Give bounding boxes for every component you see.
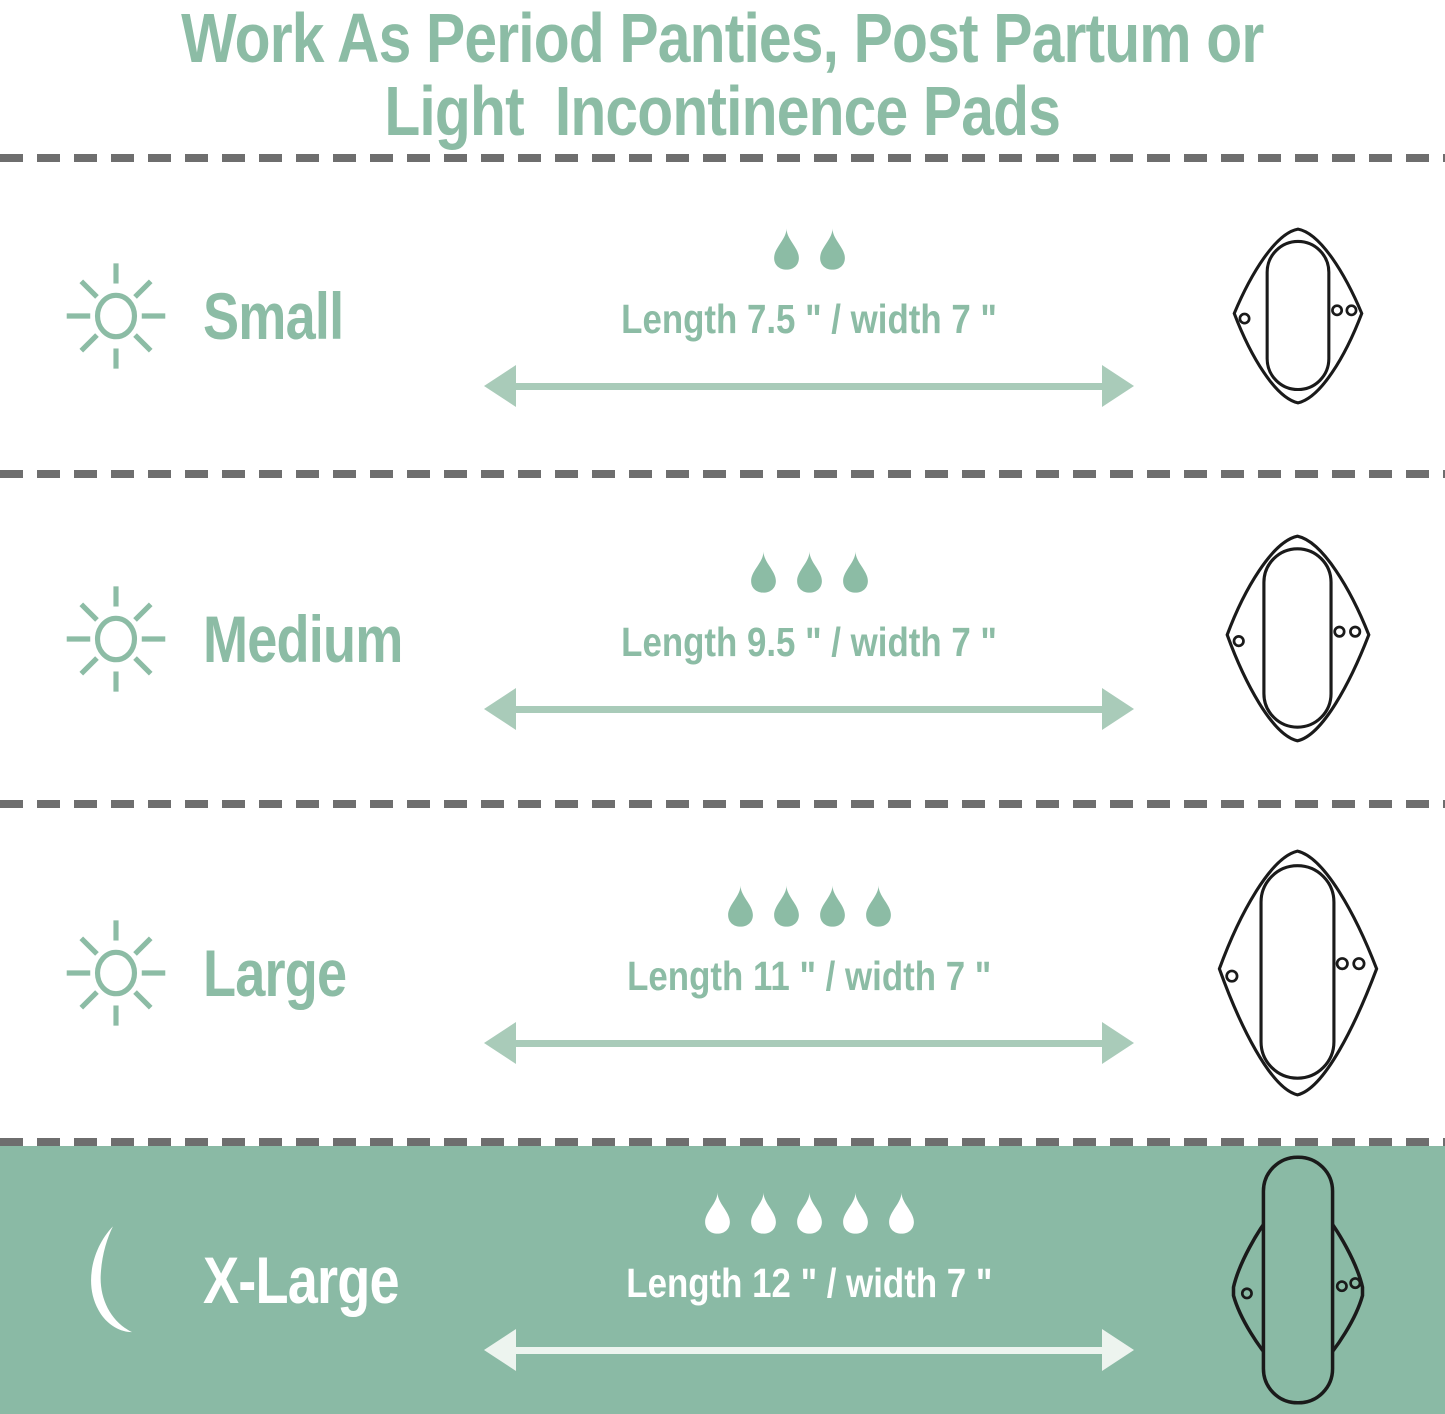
cloth-pad-icon bbox=[1228, 1151, 1368, 1409]
pad-illustration-medium bbox=[1150, 532, 1445, 745]
sun-icon bbox=[60, 583, 172, 695]
arrow-right-head-icon bbox=[1102, 1329, 1134, 1371]
sun-icon bbox=[60, 260, 172, 372]
arrow-left-head-icon bbox=[484, 688, 516, 730]
size-label-large: Large bbox=[203, 935, 347, 1010]
dashed-separator bbox=[0, 800, 1445, 808]
dimensions-text: Length 9.5 " / width 7 " bbox=[621, 619, 997, 666]
droplet-icon bbox=[701, 1190, 734, 1236]
size-row-xlarge bbox=[0, 1146, 1445, 1414]
size-label-xlarge: X-Large bbox=[203, 1242, 399, 1317]
cloth-pad-icon bbox=[1215, 847, 1381, 1099]
absorbency-drops bbox=[701, 1188, 918, 1236]
arrow-left-head-icon bbox=[484, 1329, 516, 1371]
night-use-indicator bbox=[28, 1218, 203, 1342]
arrow-right-head-icon bbox=[1102, 688, 1134, 730]
day-use-indicator bbox=[28, 917, 203, 1029]
pad-illustration-large bbox=[1150, 847, 1445, 1099]
size-row-medium bbox=[0, 478, 1445, 800]
dashed-separator bbox=[0, 154, 1445, 162]
absorbency-drops bbox=[747, 547, 872, 595]
dimensions-text: Length 11 " / width 7 " bbox=[626, 953, 992, 1000]
length-arrow bbox=[484, 365, 1134, 407]
dashed-separator bbox=[0, 1138, 1445, 1146]
day-use-indicator bbox=[28, 583, 203, 695]
dimensions-text: Length 7.5 " / width 7 " bbox=[621, 296, 997, 343]
cloth-pad-icon bbox=[1223, 532, 1373, 745]
size-label-medium: Medium bbox=[203, 601, 403, 676]
arrow-left-head-icon bbox=[484, 1022, 516, 1064]
length-arrow bbox=[484, 688, 1134, 730]
arrow-shaft bbox=[516, 1347, 1102, 1354]
absorbency-drops bbox=[724, 881, 895, 929]
length-arrow bbox=[484, 1022, 1134, 1064]
title-line-1: Work As Period Panties, Post Partum or bbox=[181, 0, 1264, 77]
moon-icon bbox=[70, 1218, 162, 1342]
dashed-separator bbox=[0, 470, 1445, 478]
droplet-icon bbox=[724, 883, 757, 929]
droplet-icon bbox=[770, 883, 803, 929]
droplet-icon bbox=[747, 1190, 780, 1236]
droplet-icon bbox=[862, 883, 895, 929]
cloth-pad-icon bbox=[1228, 225, 1368, 407]
length-arrow bbox=[484, 1329, 1134, 1371]
droplet-icon bbox=[839, 1190, 872, 1236]
droplet-icon bbox=[747, 549, 780, 595]
arrow-left-head-icon bbox=[484, 365, 516, 407]
arrow-right-head-icon bbox=[1102, 1022, 1134, 1064]
droplet-icon bbox=[885, 1190, 918, 1236]
droplet-icon bbox=[793, 549, 826, 595]
dimensions-text: Length 12 " / width 7 " bbox=[625, 1260, 993, 1307]
size-label-small: Small bbox=[203, 278, 344, 353]
arrow-shaft bbox=[516, 706, 1102, 713]
pad-illustration-xlarge bbox=[1150, 1151, 1445, 1409]
title-line-2: Light Incontinence Pads bbox=[384, 72, 1061, 150]
arrow-shaft bbox=[516, 1040, 1102, 1047]
size-row-small bbox=[0, 162, 1445, 470]
droplet-icon bbox=[770, 226, 803, 272]
day-use-indicator bbox=[28, 260, 203, 372]
arrow-right-head-icon bbox=[1102, 365, 1134, 407]
page-title bbox=[0, 0, 1445, 154]
arrow-shaft bbox=[516, 383, 1102, 390]
size-row-large bbox=[0, 808, 1445, 1138]
absorbency-drops bbox=[770, 224, 849, 272]
droplet-icon bbox=[793, 1190, 826, 1236]
droplet-icon bbox=[839, 549, 872, 595]
sun-icon bbox=[60, 917, 172, 1029]
droplet-icon bbox=[816, 226, 849, 272]
droplet-icon bbox=[816, 883, 849, 929]
pad-illustration-small bbox=[1150, 225, 1445, 407]
